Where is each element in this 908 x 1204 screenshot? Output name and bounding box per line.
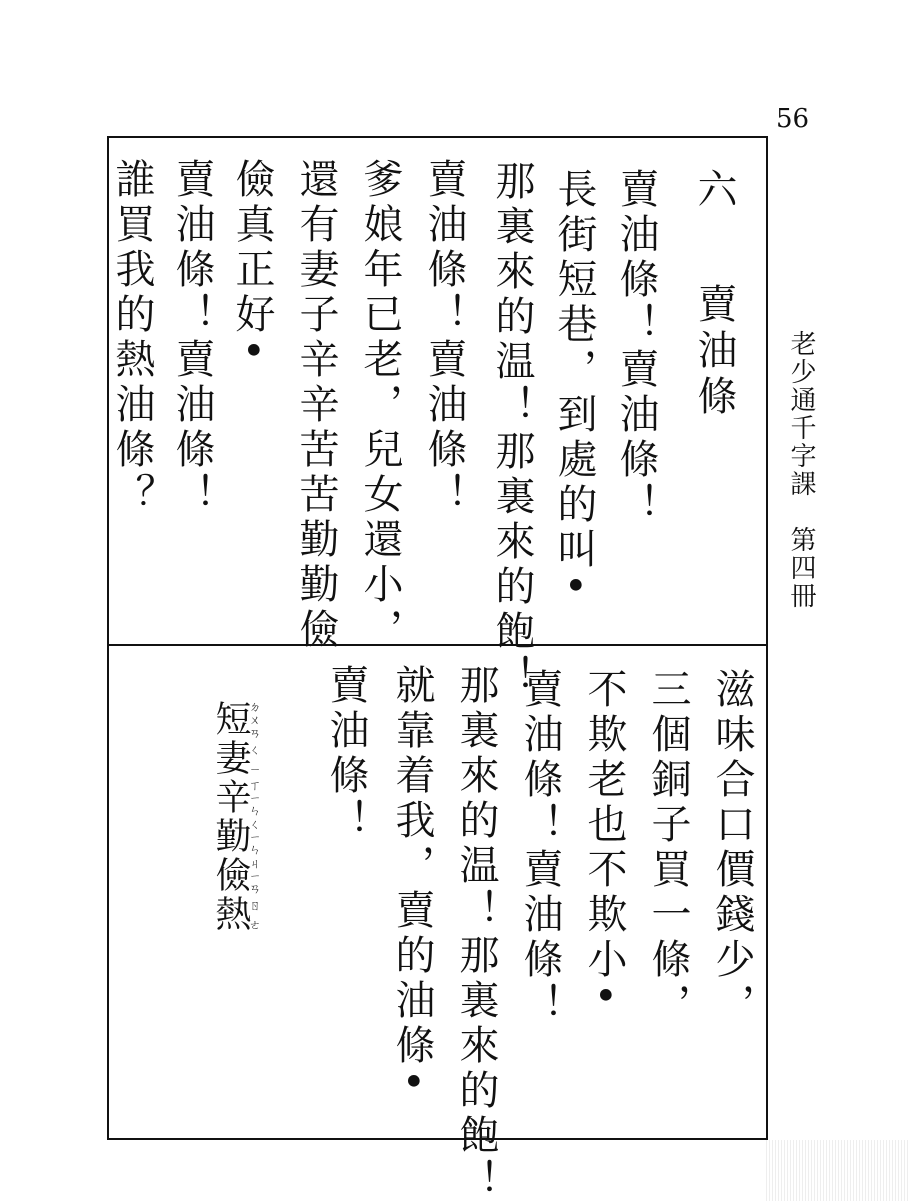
poem-line: 賣油條！ — [323, 664, 369, 844]
poem-line: 誰買我的熱油條？ — [109, 158, 155, 518]
poem-line: 不欺老也不欺小• — [581, 668, 627, 1012]
vocab-item: 勤ㄑㄧㄣ — [210, 817, 262, 856]
poem-line: 滋味合口價錢少， — [709, 668, 755, 1028]
lesson-number: 六 — [691, 168, 737, 214]
poem-line: 賣油條！賣油條！ — [169, 158, 215, 518]
poem-line: 長街短巷，到處的叫• — [551, 168, 597, 602]
poem-line: 還有妻子辛辛苦苦勤勤儉 — [293, 158, 339, 653]
scan-edge-shadow — [766, 1140, 908, 1201]
poem-line: 爹娘年已老，兒女還小， — [357, 158, 403, 653]
poem-line: 三個銅子買一條， — [645, 668, 691, 1028]
poem-line: 那裏來的温！那裏來的飽！ — [489, 160, 535, 700]
section-divider — [107, 644, 768, 646]
page-number: 56 — [776, 104, 810, 134]
vocab-item: 儉ㄐㄧㄢ — [210, 856, 262, 895]
vocab-item: 辛ㄒㄧㄣ — [210, 778, 262, 817]
poem-line: 賣油條！賣油條！ — [517, 668, 563, 1028]
vocab-item: 熱ㄖㄜ — [210, 895, 262, 934]
lesson-title-text: 賣油條 — [691, 282, 737, 421]
poem-line: 那裏來的温！那裏來的飽！ — [453, 664, 499, 1204]
vocab-item: 短ㄉㄨㄢ — [210, 700, 262, 739]
poem-line: 就靠着我，賣的油條• — [389, 664, 435, 1098]
running-head: 老少通千字課 第四冊 — [786, 330, 816, 610]
poem-line: 儉真正好• — [229, 158, 275, 367]
poem-line: 賣油條！賣油條！ — [613, 168, 659, 528]
lesson-title — [686, 168, 743, 421]
vocabulary-list — [205, 700, 261, 934]
vocab-item: 妻ㄑㄧ — [210, 739, 262, 778]
poem-line: 賣油條！賣油條！ — [421, 158, 467, 518]
